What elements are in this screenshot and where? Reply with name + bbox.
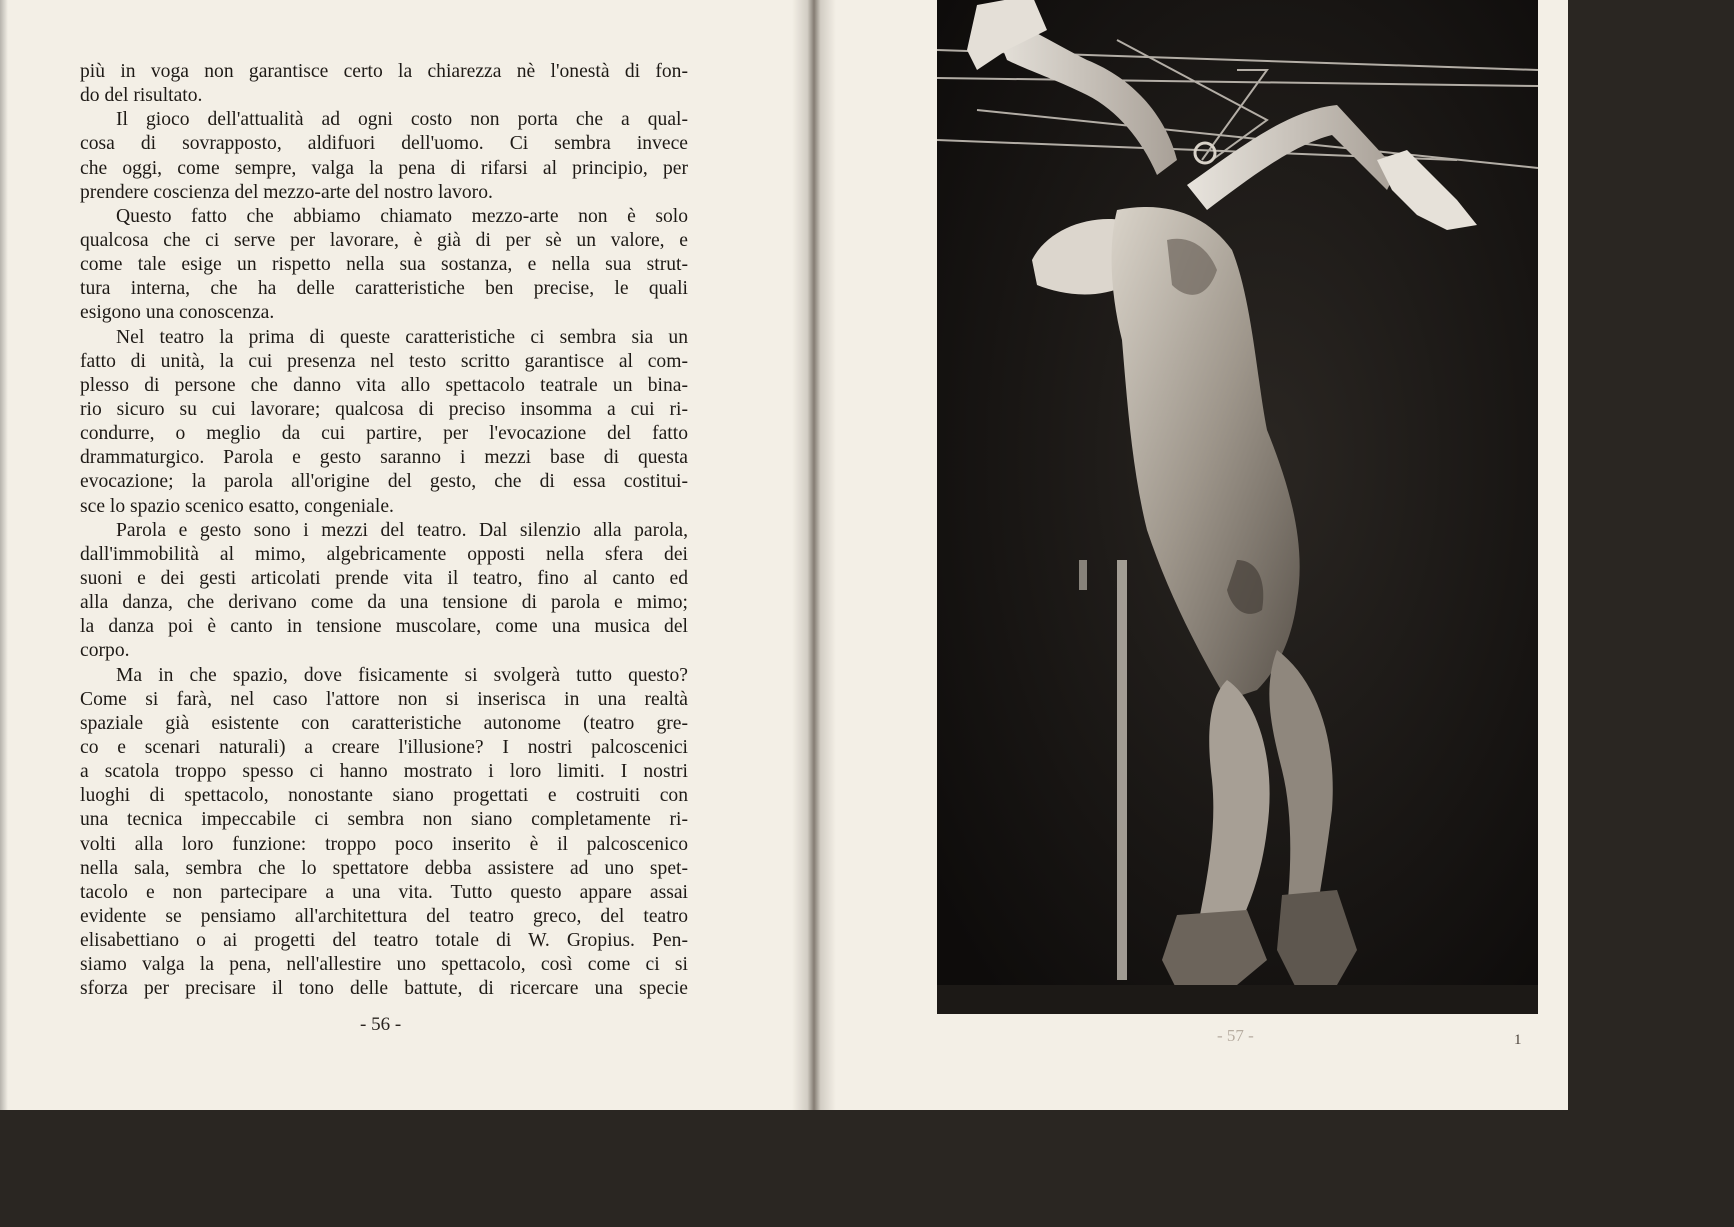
stage-pole bbox=[1117, 560, 1127, 980]
text-line: Questo fatto che abbiamo chiamato mezzo-arte non è solo bbox=[116, 205, 688, 227]
page-edge-shadow bbox=[0, 0, 8, 1110]
text-line: Parola e gesto sono i mezzi del teatro. Dal silenzio alla parola, bbox=[116, 519, 688, 541]
text-line: evidente se pensiamo all'architettura del teatro greco, del teatro bbox=[80, 905, 688, 927]
text-line: Il gioco dell'attualità ad ogni costo non porta che a qual- bbox=[116, 109, 688, 131]
text-line: elisabettiano o ai progetti del teatro totale di W. Gropius. Pen- bbox=[80, 930, 688, 952]
text-line: a scatola troppo spesso ci hanno mostrato i loro limiti. I nostri bbox=[80, 761, 688, 783]
left-page bbox=[0, 0, 804, 1110]
page-number-left: - 56 - bbox=[360, 1014, 402, 1035]
text-line: spaziale già esistente con caratteristiche autonome (teatro gre- bbox=[80, 712, 688, 734]
text-line: come tale esige un rispetto nella sua sostanza, e nella sua strut- bbox=[80, 254, 688, 276]
text-line: esigono una conoscenza. bbox=[80, 302, 275, 324]
text-line: evocazione; la parola all'origine del gesto, che di essa costitui- bbox=[80, 471, 688, 493]
text-line: do del risultato. bbox=[80, 85, 203, 107]
dancer-photo-graphic bbox=[937, 0, 1538, 1014]
body-text bbox=[80, 60, 688, 1001]
text-line: più in voga non garantisce certo la chiarezza nè l'onestà di fon- bbox=[80, 61, 688, 82]
text-line: co e scenari naturali) a creare l'illusione? I nostri palcoscenici bbox=[80, 736, 688, 758]
text-line: volti alla loro funzione: troppo poco inserito è il palcoscenico bbox=[80, 833, 688, 855]
book-gutter bbox=[792, 0, 836, 1110]
text-line: la danza poi è canto in tensione muscolare, come una musica del bbox=[80, 616, 688, 638]
text-line: siamo valga la pena, nell'allestire uno spettacolo, così come ci si bbox=[80, 954, 688, 976]
dancer-photograph bbox=[937, 0, 1538, 1014]
text-line: plesso di persone che danno vita allo spettacolo teatrale un bina- bbox=[80, 374, 688, 396]
text-line: che oggi, come sempre, valga la pena di rifarsi al principio, per bbox=[80, 157, 688, 179]
text-line: qualcosa che ci serve per lavorare, è già di per sè un valore, e bbox=[80, 229, 688, 251]
text-line: Come si farà, nel caso l'attore non si inserisca in una realtà bbox=[80, 688, 688, 710]
text-line: una tecnica impeccabile ci sembra non siano completamente ri- bbox=[80, 809, 688, 831]
text-line: sce lo spazio scenico esatto, congeniale. bbox=[80, 495, 394, 517]
text-line: condurre, o meglio da cui partire, per l'evocazione del fatto bbox=[80, 423, 688, 445]
text-line: prendere coscienza del mezzo-arte del nostro lavoro. bbox=[80, 181, 493, 203]
text-line: cosa di sovrapposto, aldifuori dell'uomo. Ci sembra invece bbox=[80, 133, 688, 155]
text-line: dall'immobilità al mimo, algebricamente opposti nella sfera dei bbox=[80, 543, 688, 565]
text-line: sforza per precisare il tono delle battute, di ricercare una specie bbox=[80, 978, 688, 1000]
page-number-right: - 57 - bbox=[1217, 1026, 1254, 1045]
text-line: suoni e dei gesti articolati prende vita il teatro, fino al canto ed bbox=[80, 567, 688, 589]
text-line: luoghi di spettacolo, nonostante siano progettati e costruiti con bbox=[80, 785, 688, 807]
text-line: corpo. bbox=[80, 640, 130, 662]
text-line: Nel teatro la prima di queste caratteristiche ci sembra sia un bbox=[116, 326, 688, 348]
text-line: nella sala, sembra che lo spettatore debba assistere ad uno spet- bbox=[80, 857, 688, 879]
text-line: rio sicuro su cui lavorare; qualcosa di preciso insomma a cui ri- bbox=[80, 398, 688, 420]
text-line: fatto di unità, la cui presenza nel testo scritto garantisce al com- bbox=[80, 350, 688, 372]
signature-mark: 1 bbox=[1514, 1032, 1522, 1048]
text-line: tura interna, che ha delle caratteristiche ben precise, le quali bbox=[80, 278, 688, 300]
text-line: alla danza, che derivano come da una tensione di parola e mimo; bbox=[80, 592, 688, 614]
text-line: tacolo e non partecipare a una vita. Tutto questo appare assai bbox=[80, 881, 688, 903]
text-line: drammaturgico. Parola e gesto saranno i mezzi base di questa bbox=[80, 447, 688, 469]
text-line: Ma in che spazio, dove fisicamente si svolgerà tutto questo? bbox=[116, 664, 688, 686]
